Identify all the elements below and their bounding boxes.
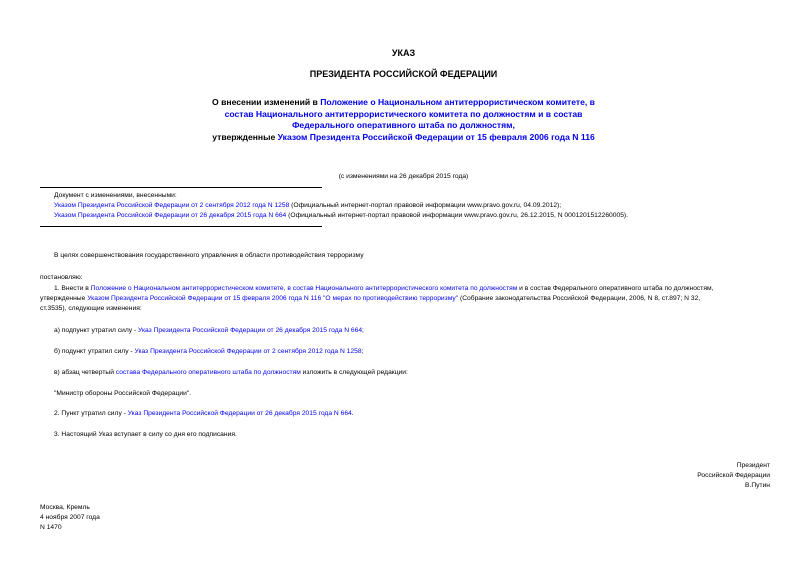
item-2 [54, 409, 354, 419]
item-a-end: ; [362, 327, 364, 334]
item-b-text: б) подункт утратил силу - [54, 348, 135, 355]
item-c-text-1: в) абзац четвертый [54, 369, 116, 376]
item-b [54, 347, 363, 357]
item-a-text: а) подпункт утратил силу - [54, 327, 139, 334]
preamble: В целях совершенствования государственного управления в области противодействия терроризму [54, 252, 364, 259]
item-3: 3. Настоящий Указ вступает в силу со дня его подписания. [54, 431, 237, 438]
changes-text-2: (Официальный интернет-портал правовой информации www.pravo.gov.ru, 26.12.2015, N 0001201512260005). [286, 212, 629, 219]
item-1-text-4: (Собрание законодательства Российской Федерации, 2006, N 8, ст.897; N 32, [458, 295, 701, 302]
item-b-end: ; [361, 348, 364, 355]
footer-number: N 1470 [40, 524, 62, 531]
president-heading: ПРЕЗИДЕНТА РОССИЙСКОЙ ФЕДЕРАЦИИ [309, 69, 498, 79]
item-b-link[interactable]: Указ Президента Российской Федерации от 2 сентября 2012 года N 1258 [134, 348, 362, 355]
item-1-text-3: утвержденные [40, 295, 88, 302]
signature-country: Российской Федерации [697, 472, 770, 479]
item-a-link[interactable]: Указ Президента Российской Федерации от 26 декабря 2015 года N 664 [138, 327, 363, 334]
title-link-decree[interactable]: Указом Президента Российской Федерации от 15 февраля 2006 года N 116 [277, 131, 595, 142]
changes-heading: Документ с изменениями, внесенными: [54, 192, 177, 199]
changes-box-bottom-rule [40, 226, 322, 227]
item-1-text-1: 1. Внести в [54, 285, 91, 292]
changes-item-1 [54, 201, 561, 211]
footer-date: 4 ноября 2007 года [40, 514, 100, 521]
changes-item-2 [54, 211, 628, 221]
item-c [54, 368, 408, 378]
amended-note: (с изменениями на 26 декабря 2015 года) [338, 173, 469, 180]
item-1-link-decree[interactable]: Указом Президента Российской Федерации от 15 февраля 2006 года N 116 "О мерах по противодействию терроризму" [87, 295, 459, 302]
item-c-text-2: изложить в следующей редакции: [300, 369, 408, 376]
changes-link-664[interactable]: Указом Президента Российской Федерации от 26 декабря 2015 года N 664 [54, 212, 287, 219]
document-title [200, 97, 607, 143]
changes-link-1258[interactable]: Указом Президента Российской Федерации от 2 сентября 2012 года N 1258 [54, 202, 290, 209]
title-link-regulation[interactable]: Положение о Национальном антитеррористическом комитете, в состав Национального антитеррористического комитета по должностям и в состав Федерального оперативного штаба по должностям, [224, 97, 595, 131]
item-1-line-3: ст.3535), следующие изменения: [40, 305, 142, 312]
item-c-link[interactable]: состава Федерального оперативного штаба по должностям [115, 369, 301, 376]
quote-text: "Министр обороны Российской Федерации". [54, 390, 192, 397]
changes-text-1: (Официальный интернет-портал правовой информации www.pravo.gov.ru, 04.09.2012); [289, 202, 562, 209]
item-2-link[interactable]: Указ Президента Российской Федерации от 26 декабря 2015 года N 664 [127, 410, 352, 417]
item-1-line-1 [54, 284, 713, 294]
resolve-word: постановляю: [40, 274, 83, 281]
signature-title: Президент [736, 462, 770, 469]
item-2-text: 2. Пункт утратил силу - [54, 410, 128, 417]
item-1-link-regulation[interactable]: Положение о Национальном антитеррористическом комитете, в состав Национального антитеррористического комитета по должностям [90, 285, 518, 292]
title-mid: утвержденные [212, 131, 278, 142]
item-a [54, 326, 364, 336]
changes-box-top-rule [40, 187, 322, 188]
footer-place: Москва, Кремль [40, 504, 90, 511]
item-1-text-2: и в состав Федерального оперативного штаба по должностям, [517, 285, 714, 292]
decree-heading: УКАЗ [391, 48, 416, 58]
signature-name: В.Путин [745, 482, 770, 489]
item-1-line-2 [40, 294, 700, 304]
title-prefix: О внесении изменений в [212, 97, 321, 107]
item-2-end: . [351, 410, 354, 417]
